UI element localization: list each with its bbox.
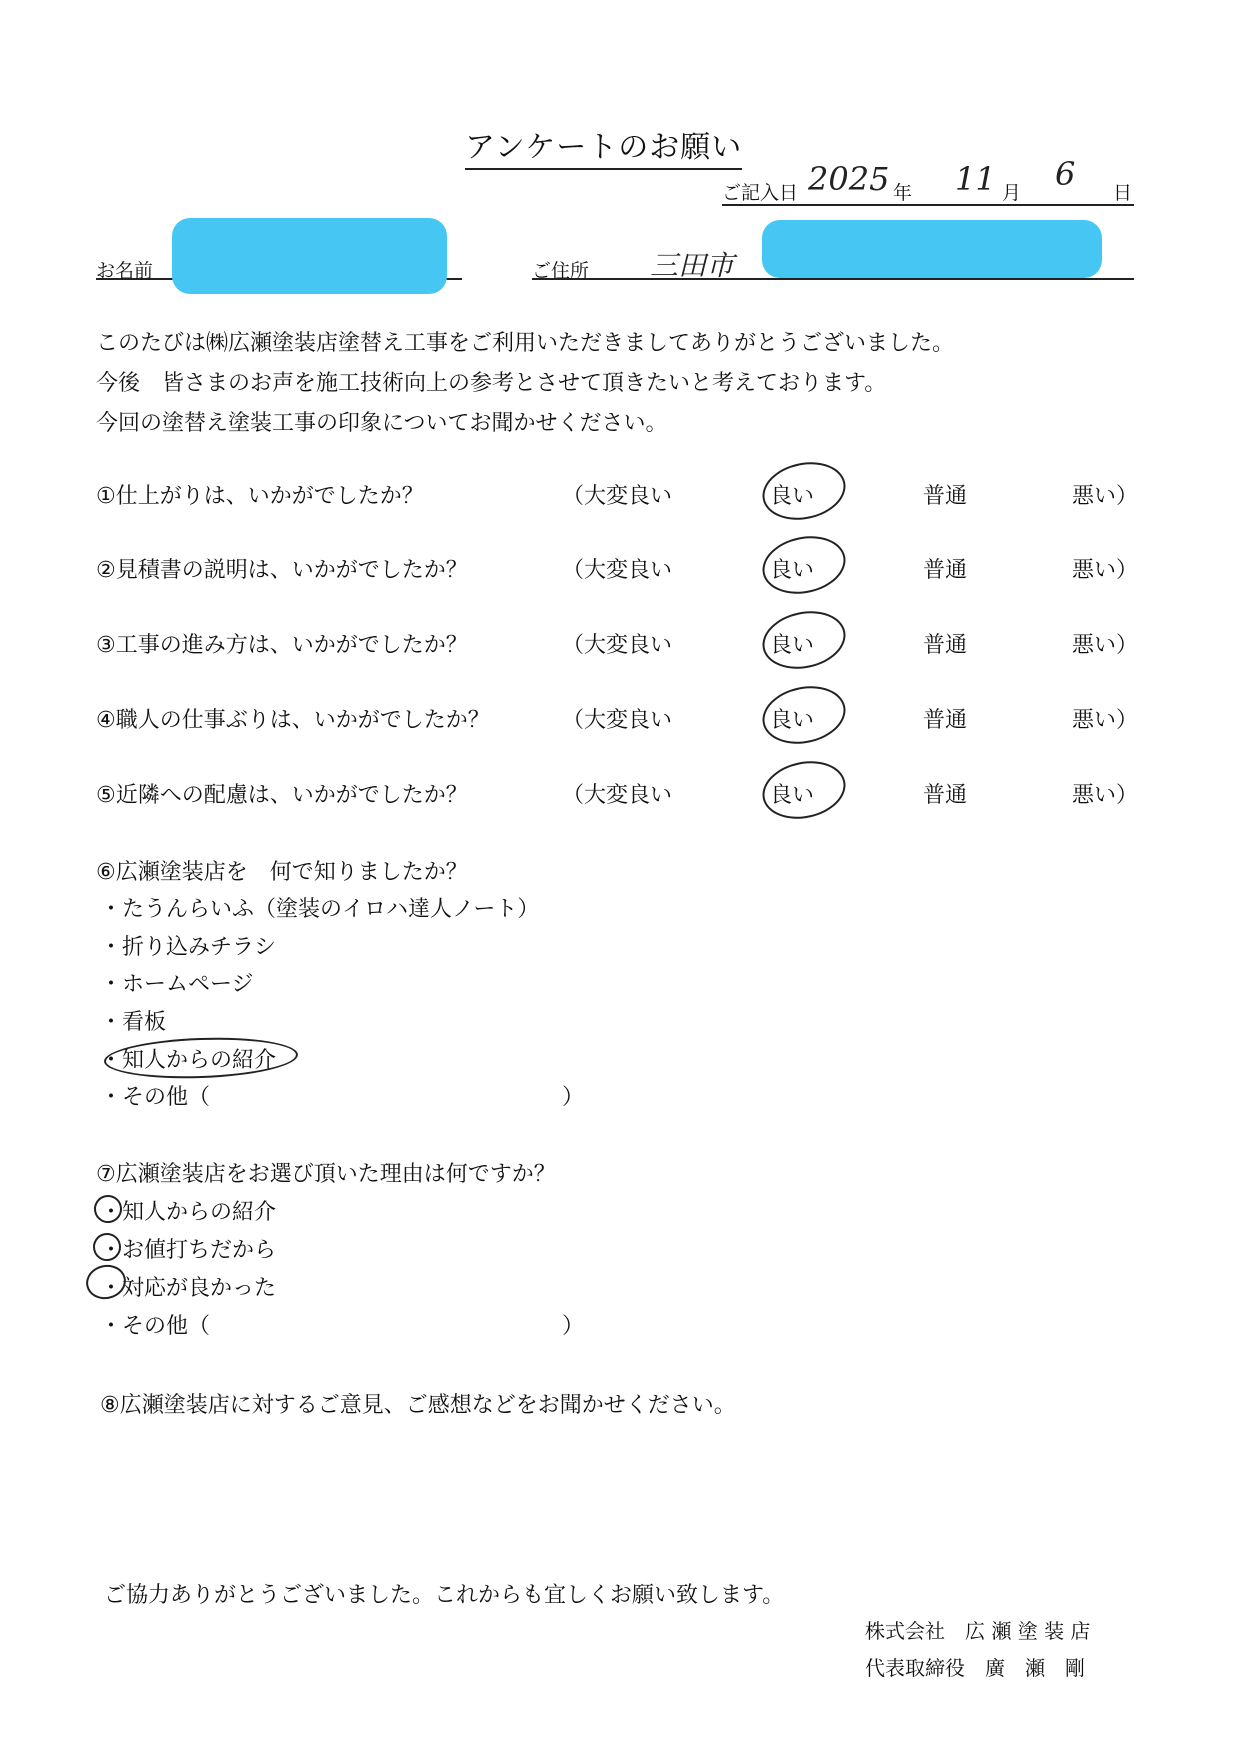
date-month-unit: 月 (1002, 182, 1022, 204)
rating-option[interactable]: （大変良い (562, 558, 673, 583)
rating-question-text: ④職人の仕事ぶりは、いかがでしたか？ (96, 708, 490, 733)
rating-option[interactable]: 普通 (923, 558, 968, 583)
rating-question-text: ①仕上がりは、いかがでしたか？ (96, 484, 424, 509)
q6-item: ・その他（ ） (100, 1085, 585, 1110)
q6-item: ・看板 (100, 1010, 167, 1035)
q8-question: ⑧広瀬塗装店に対するご意見、ご感想などをお聞かせください。 (100, 1393, 736, 1418)
footer-representative: 代表取締役 廣 瀬 剛 (865, 1656, 1085, 1680)
rating-option[interactable]: （大変良い (562, 783, 673, 808)
intro-line-1: このたびは㈱広瀬塗装店塗替え工事をご利用いただきましてありがとうございました。 (96, 331, 955, 356)
q7-item-selected[interactable]: ・お値打ちだから (100, 1238, 277, 1263)
rating-option[interactable]: 良い (770, 708, 815, 733)
rating-option[interactable]: 悪い） (1072, 633, 1139, 658)
q6-item-selected[interactable]: ・知人からの紹介 (100, 1048, 277, 1073)
q7-question: ⑦広瀬塗装店をお選び頂いた理由は何ですか？ (96, 1162, 556, 1187)
q6-item: ・ホームページ (100, 972, 254, 997)
rating-question-text: ⑤近隣への配慮は、いかがでしたか？ (96, 783, 468, 808)
rating-option[interactable]: 悪い） (1072, 783, 1139, 808)
rating-selection-circle (757, 455, 851, 527)
q7-item-selected[interactable]: ・知人からの紹介 (100, 1200, 277, 1225)
date-month: 11 (955, 160, 996, 198)
rating-option[interactable]: 良い (770, 633, 815, 658)
q6-item: ・折り込みチラシ (100, 935, 277, 960)
name-redaction (172, 218, 447, 294)
rating-selection-circle (757, 604, 851, 676)
date-year-unit: 年 (893, 182, 913, 204)
rating-option[interactable]: 悪い） (1072, 558, 1139, 583)
rating-option[interactable]: 普通 (923, 633, 968, 658)
rating-selection-circle (757, 679, 851, 751)
intro-line-2: 今後 皆さまのお声を施工技術向上の参考とさせて頂きたいと考えております。 (96, 371, 887, 396)
date-day: 6 (1055, 155, 1076, 193)
rating-option[interactable]: 普通 (923, 484, 968, 509)
q6-selection-circle (103, 1035, 298, 1082)
rating-selection-circle (757, 754, 851, 826)
rating-option[interactable]: （大変良い (562, 633, 673, 658)
rating-option[interactable]: 悪い） (1072, 708, 1139, 733)
q7-item-selected[interactable]: ・対応が良かった (100, 1276, 277, 1301)
rating-question-text: ③工事の進み方は、いかがでしたか？ (96, 633, 468, 658)
rating-option[interactable]: 良い (770, 558, 815, 583)
rating-option[interactable]: （大変良い (562, 484, 673, 509)
rating-option[interactable]: 悪い） (1072, 484, 1139, 509)
name-label: お名前 (96, 260, 154, 282)
footer-company: 株式会社 広 瀬 塗 装 店 (865, 1619, 1091, 1643)
page-title: アンケートのお願い (465, 122, 742, 170)
q6-item: ・たうんらいふ（塗装のイロハ達人ノート） (100, 897, 540, 922)
address-value: 三田市 (650, 249, 735, 282)
rating-option[interactable]: 良い (770, 484, 815, 509)
q7-item: ・その他（ ） (100, 1314, 585, 1339)
rating-option[interactable]: 普通 (923, 708, 968, 733)
address-label: ご住所 (532, 260, 590, 282)
rating-selection-circle (757, 529, 851, 601)
date-year: 2025 (808, 160, 890, 198)
date-day-unit: 日 (1113, 182, 1133, 204)
rating-option[interactable]: （大変良い (562, 708, 673, 733)
footer-thanks: ご協力ありがとうございました。これからも宜しくお願い致します。 (104, 1583, 785, 1608)
intro-line-3: 今回の塗替え塗装工事の印象についてお聞かせください。 (96, 411, 668, 436)
rating-question-text: ②見積書の説明は、いかがでしたか？ (96, 558, 468, 583)
address-redaction (762, 220, 1102, 278)
rating-option[interactable]: 良い (770, 783, 815, 808)
q6-question: ⑥広瀬塗装店を 何で知りましたか？ (96, 860, 468, 885)
date-label: ご記入日 (722, 182, 799, 204)
rating-option[interactable]: 普通 (923, 783, 968, 808)
